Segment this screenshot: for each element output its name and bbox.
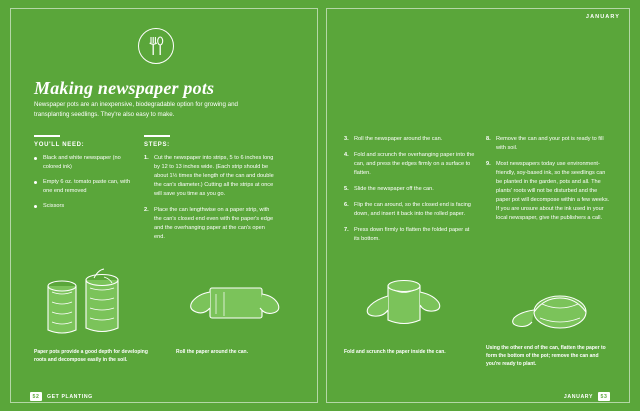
section-rule [144, 135, 170, 137]
step-number: 2. [144, 207, 149, 214]
step-item [344, 135, 476, 144]
step-text: Place the can lengthwise on a paper strip, with the can's closed end even with the paper's edge and the overhanging paper at the can's open end. [154, 207, 274, 241]
footer-left [30, 392, 93, 401]
steps-column-1 [144, 135, 276, 249]
caption-1: Paper pots provide a good depth for developing roots and decompose easily in the soil. [34, 349, 148, 363]
caption-2: Roll the paper around the can. [176, 349, 248, 355]
youll-need-heading: YOU'LL NEED: [34, 142, 85, 148]
step-number: 4. [344, 152, 349, 159]
illustration-paper-pots [34, 268, 154, 345]
footer-left-label: GET PLANTING [46, 393, 93, 400]
running-head: JANUARY [585, 14, 620, 20]
youll-need-section [34, 135, 132, 217]
folio-right: 53 [598, 392, 610, 401]
footer-right-label: JANUARY [563, 393, 594, 400]
illustration-scrunch-paper [344, 272, 474, 345]
step-item [344, 185, 476, 194]
step-text: Remove the can and your pot is ready to fill with soil. [496, 136, 604, 152]
step-item [486, 160, 612, 223]
step-number: 9. [486, 161, 491, 168]
folio-left: 52 [30, 392, 42, 401]
step-item [486, 135, 612, 153]
youll-need-list [34, 154, 132, 211]
illustration-flatten-bottom [500, 280, 610, 347]
list-item: Scissors [34, 202, 132, 211]
step-text: Slide the newspaper off the can. [354, 186, 434, 193]
page-title: Making newspaper pots [34, 78, 215, 98]
step-number: 6. [344, 202, 349, 209]
fork-and-spoon-icon [138, 28, 174, 64]
step-text: Flip the can around, so the closed end is facing down, and insert it back into the rolled paper. [354, 202, 471, 218]
caption-3: Fold and scrunch the paper inside the can. [344, 349, 446, 355]
step-item [144, 154, 276, 199]
step-number: 1. [144, 155, 149, 161]
steps-column-2 [344, 135, 476, 251]
section-rule [34, 135, 60, 137]
step-text: Roll the newspaper around the can. [354, 136, 443, 142]
steps-column-3 [486, 135, 612, 230]
illustration-roll-paper [176, 272, 296, 345]
list-item: Empty 6 oz. tomato paste can, with one end removed [34, 178, 132, 196]
intro-paragraph: Newspaper pots are an inexpensive, biodegradable option for growing and transplanting seedlings. They're also easy to make. [34, 101, 238, 119]
step-number: 5. [344, 186, 349, 193]
caption-4: Using the other end of the can, flatten the paper to form the bottom of the pot; remove the can and you're ready to plant. [486, 345, 606, 367]
step-text: Cut the newspaper into strips, 5 to 6 inches long by 12 to 13 inches wide. (Each strip should be about 1½ times the length of the can and double the can's diameter.) Cutting all the strips at once will save you time as you go. [154, 155, 274, 198]
step-number: 7. [344, 227, 349, 234]
step-text: Fold and scrunch the overhanging paper into the can, and press the edges firmly on a surface to flatten. [354, 152, 475, 177]
step-number: 3. [344, 136, 349, 142]
footer-right [564, 392, 610, 401]
step-item [344, 201, 476, 219]
step-text: Most newspapers today use environment-friendly, soy-based ink, so the seedlings can be planted in the garden, pots and all. The plants' roots will not be disturbed and the paper pot will decompose within a few weeks. If you are unsure about the ink used in your local newspaper, give the publishers a call. [496, 161, 610, 222]
list-item: Black and white newspaper (no colored ink) [34, 154, 132, 172]
step-item [344, 151, 476, 178]
step-item [344, 226, 476, 244]
step-item [144, 206, 276, 242]
step-text: Press down firmly to flatten the folded paper at its bottom. [354, 227, 470, 243]
steps-heading: STEPS: [144, 142, 170, 148]
step-number: 8. [486, 136, 491, 142]
